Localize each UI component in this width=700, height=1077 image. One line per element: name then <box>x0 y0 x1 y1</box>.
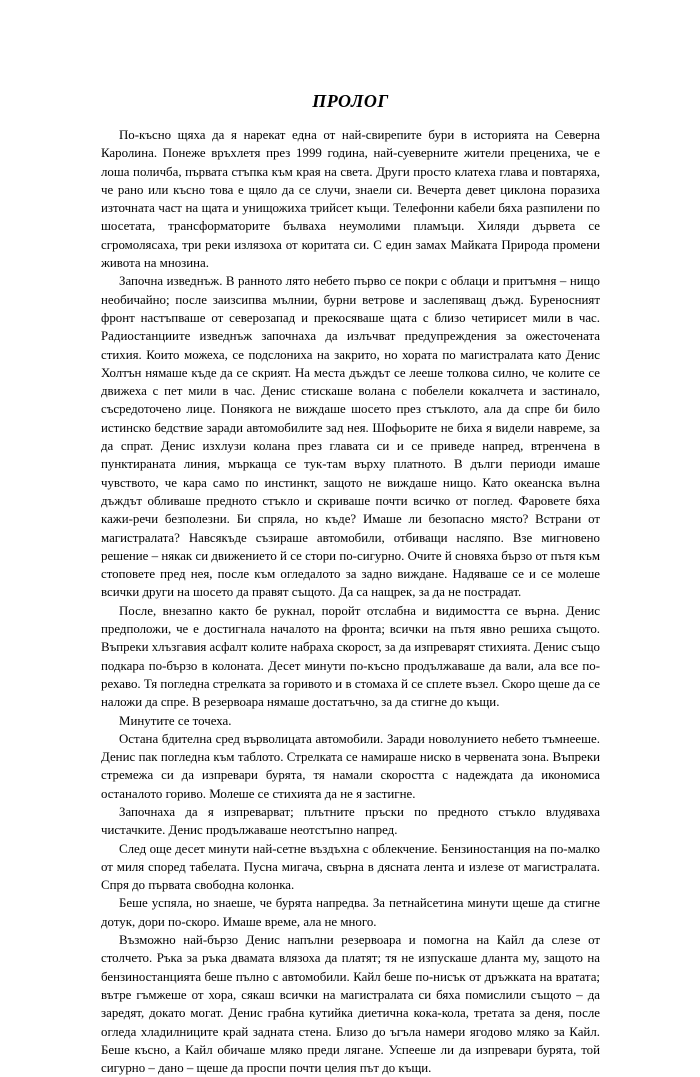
paragraph: Започнаха да я изпреварват; плътните пръски по предното стъкло влудяваха чистачките. Денис продължаваше неотстъпно напред. <box>101 804 600 838</box>
page-title: ПРОЛОГ <box>312 91 389 111</box>
body-text <box>101 126 600 1077</box>
paragraph: По-късно щяха да я нарекат една от най-свирепите бури в историята на Северна Каролина. Понеже връхлетя през 1999 година, най-суеверните жители прецениха, че е лоша поличба, първата стъпка към края на света. Други просто клатеха глава и повтаряха, че рано или късно това е щяло да се случи, знаели си. Вечерта девет циклона поразиха източната част на щата и унищожиха трийсет къщи. Телефонни кабели бяха разпилени по шосетата, трансформаторите бълваха неумолими пламъци. Хиляди дървета се сгромолясаха, три реки излязоха от коритата си. С един замах Майката Природа промени живота на мнозина. <box>101 128 600 271</box>
paragraph: Започна изведнъж. В ранното лято небето първо се покри с облаци и притъмня – нищо необичайно; после заизсипва мълнии, бурни ветрове и заслепяващ дъжд. Буреносният фронт настъпваше от северозапад и прекосяваше щата с близо четирисет мили в час. Радиостанциите изведнъж започнаха да излъчват предупреждения за ожесточената стихия. Които можеха, се подслониха на закрито, но хората по магистралата като Денис Холтън нямаше къде да се скрият. На места дъждът се лееше толкова силно, че колите се движеха с пет мили в час. Денис стискаше волана с побелели кокалчета и застинало, съсредоточено лице. Понякога не виждаше шосето през стъклото, ала да спре би било истинско бедствие заради автомобилите зад нея. Шофьорите не биха я видели навреме, за да спрат. Денис изхлузи колана през главата си и се приведе напред, втренчена в пунктираната линия, мъркаща се тук-там върху платното. В дълги периоди имаше чувството, че кара само по инстинкт, защото не виждаше нищо. Като океанска вълна дъждът обливаше предното стъкло и скриваше почти всичко от поглед. Фаровете бяха кажи-речи безполезни. Би спряла, но къде? Имаше ли безопасно място? Встрани от магистралата? Навсякъде съзираше автомобили, отбиващи насляпо. Взе мигновено решение – някак си движението й се стори по-сигурно. Очите й сновяха бързо от пътя към стоповете пред нея, после към огледалото за задно виждане. Надяваше се и се молеше всички други на шосето да правят същото. Да са нащрек, за да не пострадат. <box>101 274 600 600</box>
paragraph: След още десет минути най-сетне въздъхна с облекчение. Бензиностанция на по-малко от миля според табелата. Пусна мигача, свърна в дясната лента и излезе от магистралата. Спря до първата свободна колонка. <box>101 841 600 893</box>
paragraph: Възможно най-бързо Денис напълни резервоара и помогна на Кайл да слезе от столчето. Ръка за ръка двамата влязоха да платят; тя не изпускаше дланта му, защото на бензиностанцията беше пълно с автомобили. Кайл беше по-нисък от дръжката на вратата; вътре гъмжеше от хора, сякаш всички на магистралата си бяха помислили същото – да заредят, докато могат. Денис грабна кутийка диетична кока-кола, третата за деня, после огледа хладилниците край задната стена. Близо до ъгъла намери ягодово мляко за Кайл. Беше късно, а Кайл обичаше мляко преди лягане. Успееше ли да изпревари бурята, той сигурно – дано – щеше да проспи почти целия път до къщи. <box>101 933 600 1076</box>
paragraph: Остана бдителна сред върволицата автомобили. Заради новолунието небето тъмнееше. Денис пак погледна към таблото. Стрелката се намираше ниско в червената зона. Въпреки стремежа си да изпревари бурята, тя намали скоростта с надеждата да икономиса останалото гориво. Молеше се стихията да не я застигне. <box>101 731 600 801</box>
title-wrap <box>101 90 600 126</box>
paragraph: Минутите се точеха. <box>119 713 232 728</box>
paragraph: Беше успяла, но знаеше, че бурята напредва. За петнайсетина минути щеше да стигне дотук, дори по-скоро. Имаше време, ала не много. <box>101 896 600 929</box>
paragraph: После, внезапно както бе рукнал, поройт отслабна и видимостта се върна. Денис предположи, че е достигнала началото на фронта; всички на пътя явно решиха същото. Въпреки хлъзгавия асфалт колите набраха скорост, за да изпреварят стихията. Денис също подкара по-бързо в колоната. Десет минути по-късно продължаваше да вали, ала все по-рехаво. Тя погледна стрелката за горивото и в стомаха й се сплете възел. Скоро щеше да се наложи да спре. В резервоара нямаше достатъчно, за да стигне до къщи. <box>101 603 600 710</box>
